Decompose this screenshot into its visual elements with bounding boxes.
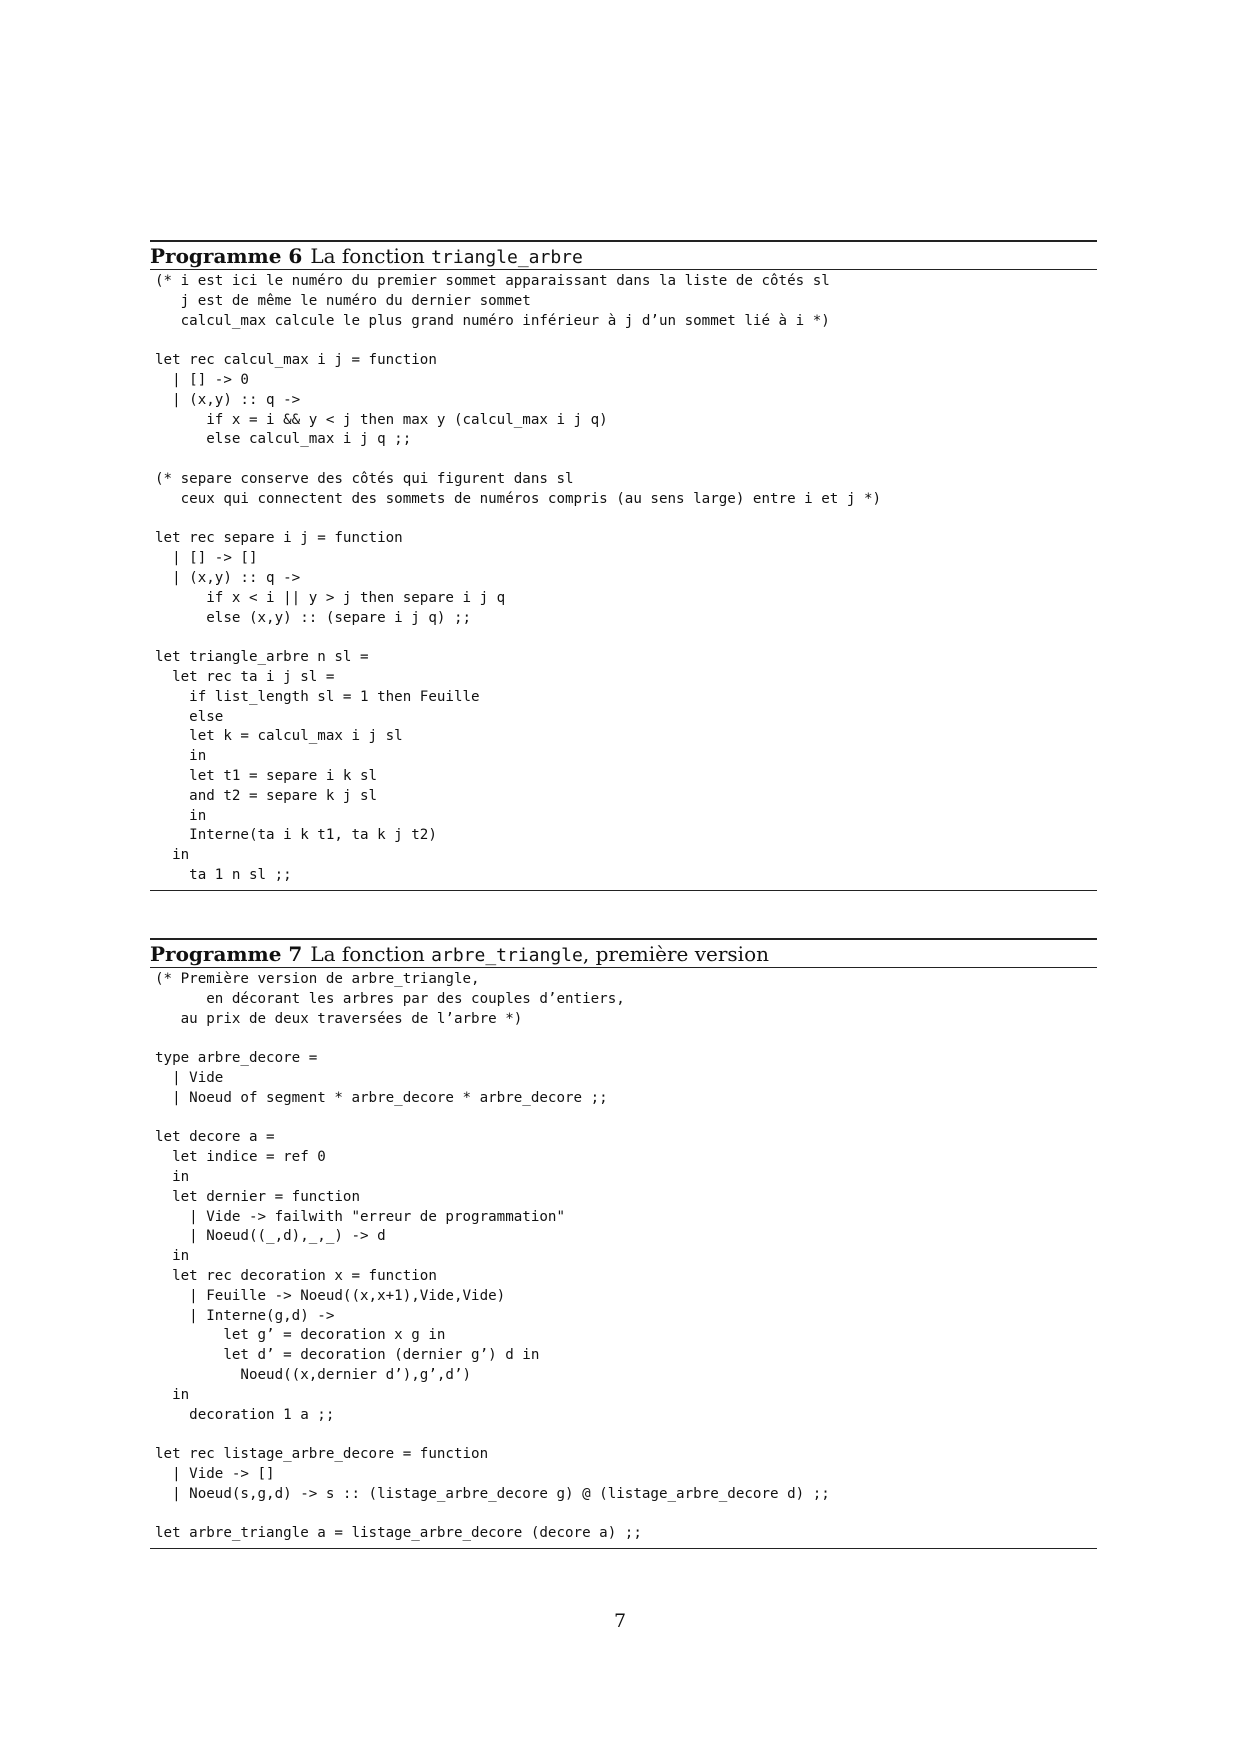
program-caption [150,242,1097,269]
caption-text: La fonction [310,942,432,966]
caption-text: La fonction [310,244,432,268]
bottom-rule [150,1548,1097,1549]
code-listing: (* i est ici le numéro du premier sommet apparaissant dans la liste de côtés sl j est de même le numéro du dernier sommet calcul_max calcule le plus grand numéro inférieur à j d’un sommet lié à i *) let rec calcul_max i j = function | [] -> 0 | (x,y) :: q -> if x = i && y < j then max y (calcul_max i j q) else calcul_max i j q ;; (* separe conserve des côtés qui figurent dans sl ceux qui connectent des sommets de numéros compris (au sens large) entre i et j *) let rec separe i j = function | [] -> [] | (x,y) :: q -> if x < i || y > j then separe i j q else (x,y) :: (separe i j q) ;; let triangle_arbre n sl = let rec ta i j sl = if list_length sl = 1 then Feuille else let k = calcul_max i j sl in let t1 = separe i k sl and t2 = separe k j sl in Interne(ta i k t1, ta k j t2) in ta 1 n sl ;; [155,273,882,883]
caption-function-name: arbre_triangle [431,945,583,966]
program-block-6 [150,240,1097,891]
program-block-7 [150,938,1097,1549]
caption-function-name: triangle_arbre [431,247,583,268]
code-listing: (* Première version de arbre_triangle, en décorant les arbres par des couples d’entiers, au prix de deux traversées de l’arbre *) type arbre_decore = | Vide | Noeud of segment * arbre_decore * arbre_decore ;; let decore a = let indice = ref 0 in let dernier = function | Vide -> failwith "erreur de programmation" | Noeud((_,d),_,_) -> d in let rec decoration x = function | Feuille -> Noeud((x,x+1),Vide,Vide) | Interne(g,d) -> let g’ = decoration x g in let d’ = decoration (dernier g’) d in Noeud((x,dernier d’),g’,d’) in decoration 1 a ;; let rec listage_arbre_decore = function | Vide -> [] | Noeud(s,g,d) -> s :: (listage_arbre_decore g) @ (listage_arbre_decore d) ;; let arbre_triangle a = listage_arbre_decore (decore a) ;; [155,971,830,1542]
program-label: Programme 7 [150,942,303,966]
page-number: 7 [613,1610,627,1632]
program-label: Programme 6 [150,244,303,268]
bottom-rule [150,890,1097,891]
program-caption [150,940,1097,967]
caption-suffix: , première version [582,942,770,966]
